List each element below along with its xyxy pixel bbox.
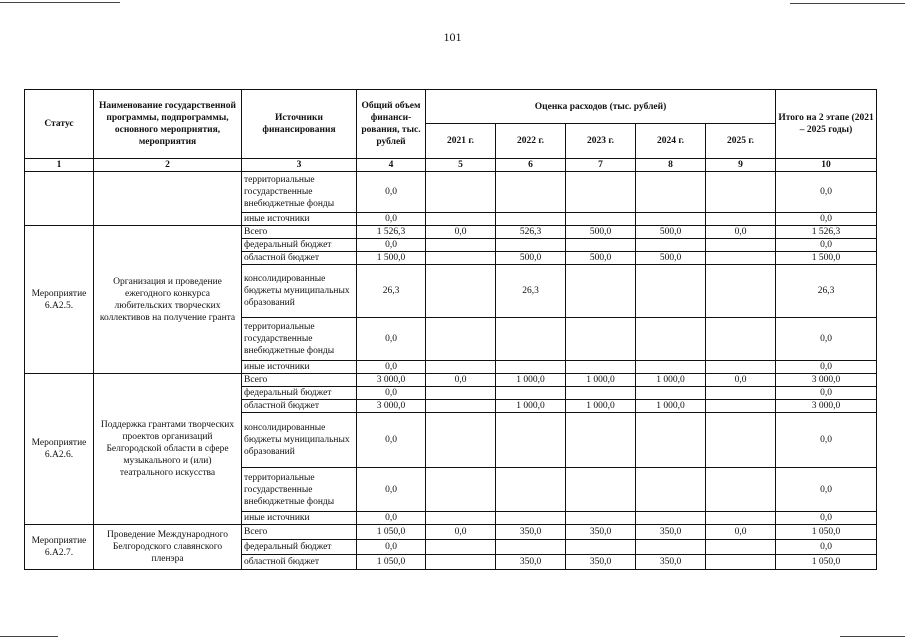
- stage-total-cell: 1 526,3: [776, 226, 877, 239]
- year-value-cell: [566, 318, 636, 361]
- year-value-cell: 350,0: [566, 525, 636, 540]
- year-value-cell: [426, 555, 496, 570]
- stage-total-cell: 1 500,0: [776, 252, 877, 265]
- table-row: [25, 172, 877, 213]
- year-value-cell: [706, 252, 776, 265]
- year-value-cell: [566, 172, 636, 213]
- stage-total-cell: 0,0: [776, 361, 877, 374]
- source-cell: территориальные государственные внебюджетные фонды: [242, 172, 357, 213]
- year-value-cell: 26,3: [496, 265, 566, 318]
- source-cell: федеральный бюджет: [242, 387, 357, 400]
- year-value-cell: [426, 512, 496, 525]
- year-value-cell: 350,0: [636, 525, 706, 540]
- year-value-cell: [566, 387, 636, 400]
- year-value-cell: 350,0: [496, 525, 566, 540]
- year-value-cell: [426, 265, 496, 318]
- total-cell: 1 050,0: [357, 525, 426, 540]
- stage-total-cell: 3 000,0: [776, 374, 877, 387]
- year-value-cell: [496, 213, 566, 226]
- year-value-cell: [566, 540, 636, 555]
- scan-edge-line: [0, 2, 120, 3]
- year-value-cell: [496, 468, 566, 512]
- stage-total-cell: 0,0: [776, 468, 877, 512]
- stage-total-cell: 0,0: [776, 239, 877, 252]
- year-value-cell: [496, 387, 566, 400]
- source-header: Источники финансирования: [242, 90, 357, 159]
- stage-total-cell: 1 050,0: [776, 525, 877, 540]
- page-number: 101: [443, 30, 462, 44]
- year-value-cell: [566, 361, 636, 374]
- year-value-cell: 526,3: [496, 226, 566, 239]
- year-value-cell: [566, 468, 636, 512]
- event-name-cell: Поддержка грантами творческих проектов организаций Белгородской области в сфере музыкального и (или) театрального искусства: [94, 374, 242, 525]
- year-header: 2021 г.: [426, 124, 496, 159]
- total-cell: 0,0: [357, 318, 426, 361]
- year-value-cell: [496, 540, 566, 555]
- stage-total-cell: 0,0: [776, 318, 877, 361]
- event-name-cell: Проведение Международного Белгородского славянского пленэра: [94, 525, 242, 570]
- source-cell: иные источники: [242, 213, 357, 226]
- header-row: [25, 90, 877, 124]
- year-value-cell: [426, 540, 496, 555]
- year-value-cell: [636, 239, 706, 252]
- year-value-cell: [496, 172, 566, 213]
- year-header: 2023 г.: [566, 124, 636, 159]
- year-value-cell: [566, 512, 636, 525]
- year-value-cell: [636, 213, 706, 226]
- year-value-cell: [496, 239, 566, 252]
- year-value-cell: [426, 239, 496, 252]
- year-value-cell: [636, 265, 706, 318]
- year-header: 2025 г.: [706, 124, 776, 159]
- year-value-cell: [496, 318, 566, 361]
- total-cell: 0,0: [357, 387, 426, 400]
- total-cell: 0,0: [357, 413, 426, 468]
- column-number: 2: [94, 159, 242, 172]
- year-value-cell: [636, 387, 706, 400]
- stage-total-cell: 0,0: [776, 172, 877, 213]
- column-number: 3: [242, 159, 357, 172]
- year-value-cell: [426, 213, 496, 226]
- year-value-cell: 500,0: [636, 226, 706, 239]
- year-value-cell: 350,0: [566, 555, 636, 570]
- year-value-cell: 0,0: [426, 374, 496, 387]
- status-cell: [25, 172, 94, 226]
- year-value-cell: 500,0: [636, 252, 706, 265]
- stage-total-cell: 0,0: [776, 387, 877, 400]
- status-header: Статус: [25, 90, 94, 159]
- table-row: [25, 374, 877, 387]
- total-cell: 26,3: [357, 265, 426, 318]
- stage-total-cell: 1 050,0: [776, 555, 877, 570]
- year-value-cell: [706, 540, 776, 555]
- stage-total-cell: 0,0: [776, 213, 877, 226]
- total-cell: 0,0: [357, 239, 426, 252]
- year-value-cell: [496, 361, 566, 374]
- year-value-cell: [706, 387, 776, 400]
- scan-edge-line: [0, 636, 58, 637]
- year-value-cell: [706, 555, 776, 570]
- year-value-cell: 0,0: [706, 525, 776, 540]
- column-number: 4: [357, 159, 426, 172]
- year-value-cell: [636, 413, 706, 468]
- total-cell: 3 000,0: [357, 374, 426, 387]
- total-volume-header: Общий объем финанси-рования, тыс. рублей: [357, 90, 426, 159]
- year-value-cell: [636, 512, 706, 525]
- stage-total-cell: 0,0: [776, 512, 877, 525]
- source-cell: Всего: [242, 226, 357, 239]
- year-value-cell: 0,0: [426, 525, 496, 540]
- year-value-cell: [566, 413, 636, 468]
- source-cell: областной бюджет: [242, 400, 357, 413]
- table-body: [25, 172, 877, 570]
- scan-edge-line: [840, 636, 905, 637]
- status-cell: Мероприятие 6.А2.7.: [25, 525, 94, 570]
- year-value-cell: 500,0: [496, 252, 566, 265]
- year-value-cell: 500,0: [566, 226, 636, 239]
- year-value-cell: 1 000,0: [496, 374, 566, 387]
- year-value-cell: [706, 239, 776, 252]
- source-cell: территориальные государственные внебюджетные фонды: [242, 468, 357, 512]
- year-header: 2024 г.: [636, 124, 706, 159]
- year-value-cell: [496, 413, 566, 468]
- estimate-header: Оценка расходов (тыс. рублей): [426, 90, 776, 124]
- year-value-cell: [706, 213, 776, 226]
- year-value-cell: [706, 512, 776, 525]
- year-value-cell: [566, 239, 636, 252]
- source-cell: территориальные государственные внебюджетные фонды: [242, 318, 357, 361]
- year-value-cell: [426, 413, 496, 468]
- source-cell: федеральный бюджет: [242, 540, 357, 555]
- year-value-cell: [636, 172, 706, 213]
- year-value-cell: 0,0: [706, 226, 776, 239]
- column-number: 6: [496, 159, 566, 172]
- year-value-cell: [426, 172, 496, 213]
- year-value-cell: 1 000,0: [496, 400, 566, 413]
- total-cell: 0,0: [357, 361, 426, 374]
- year-value-cell: [706, 413, 776, 468]
- year-value-cell: [426, 400, 496, 413]
- year-value-cell: [706, 361, 776, 374]
- source-cell: областной бюджет: [242, 555, 357, 570]
- table-row: [25, 525, 877, 540]
- status-cell: Мероприятие 6.А2.6.: [25, 374, 94, 525]
- stage-total-cell: 0,0: [776, 540, 877, 555]
- year-value-cell: [426, 468, 496, 512]
- total-cell: 0,0: [357, 172, 426, 213]
- scan-edge-line: [790, 3, 905, 4]
- total-cell: 0,0: [357, 468, 426, 512]
- year-value-cell: 1 000,0: [566, 400, 636, 413]
- column-number: 10: [776, 159, 877, 172]
- year-value-cell: 1 000,0: [636, 400, 706, 413]
- source-cell: Всего: [242, 525, 357, 540]
- year-value-cell: [636, 318, 706, 361]
- source-cell: федеральный бюджет: [242, 239, 357, 252]
- year-value-cell: 0,0: [706, 374, 776, 387]
- year-value-cell: 1 000,0: [636, 374, 706, 387]
- total-cell: 0,0: [357, 213, 426, 226]
- year-value-cell: [566, 265, 636, 318]
- year-value-cell: 350,0: [636, 555, 706, 570]
- year-value-cell: [706, 400, 776, 413]
- budget-table: [24, 89, 877, 570]
- year-value-cell: 350,0: [496, 555, 566, 570]
- year-value-cell: [706, 318, 776, 361]
- year-value-cell: [706, 468, 776, 512]
- total-cell: 1 050,0: [357, 555, 426, 570]
- year-value-cell: 1 000,0: [566, 374, 636, 387]
- stage-total-cell: 26,3: [776, 265, 877, 318]
- event-name-cell: [94, 172, 242, 226]
- column-number: 8: [636, 159, 706, 172]
- column-number: 9: [706, 159, 776, 172]
- source-cell: консолидированные бюджеты муниципальных образований: [242, 265, 357, 318]
- total-cell: 3 000,0: [357, 400, 426, 413]
- source-cell: Всего: [242, 374, 357, 387]
- year-value-cell: [426, 252, 496, 265]
- status-cell: Мероприятие 6.А2.5.: [25, 226, 94, 374]
- year-value-cell: 500,0: [566, 252, 636, 265]
- year-value-cell: 0,0: [426, 226, 496, 239]
- column-number-row: [25, 159, 877, 172]
- source-cell: иные источники: [242, 361, 357, 374]
- year-value-cell: [496, 512, 566, 525]
- stage-total-cell: 0,0: [776, 413, 877, 468]
- year-value-cell: [636, 468, 706, 512]
- column-number: 1: [25, 159, 94, 172]
- column-number: 7: [566, 159, 636, 172]
- year-value-cell: [636, 540, 706, 555]
- year-value-cell: [426, 361, 496, 374]
- name-header: Наименование государственной программы, подпрограммы, основного мероприятия, мероприятия: [94, 90, 242, 159]
- year-value-cell: [426, 387, 496, 400]
- column-number: 5: [426, 159, 496, 172]
- year-value-cell: [426, 318, 496, 361]
- total-cell: 0,0: [357, 512, 426, 525]
- year-value-cell: [636, 361, 706, 374]
- year-value-cell: [706, 172, 776, 213]
- source-cell: иные источники: [242, 512, 357, 525]
- event-name-cell: Организация и проведение ежегодного конкурса любительских творческих коллективов на получение гранта: [94, 226, 242, 374]
- table-row: [25, 226, 877, 239]
- total-cell: 1 526,3: [357, 226, 426, 239]
- source-cell: консолидированные бюджеты муниципальных образований: [242, 413, 357, 468]
- stage-total-header: Итого на 2 этапе (2021 – 2025 годы): [776, 90, 877, 159]
- total-cell: 1 500,0: [357, 252, 426, 265]
- stage-total-cell: 3 000,0: [776, 400, 877, 413]
- source-cell: областной бюджет: [242, 252, 357, 265]
- year-value-cell: [706, 265, 776, 318]
- total-cell: 0,0: [357, 540, 426, 555]
- year-header: 2022 г.: [496, 124, 566, 159]
- year-value-cell: [566, 213, 636, 226]
